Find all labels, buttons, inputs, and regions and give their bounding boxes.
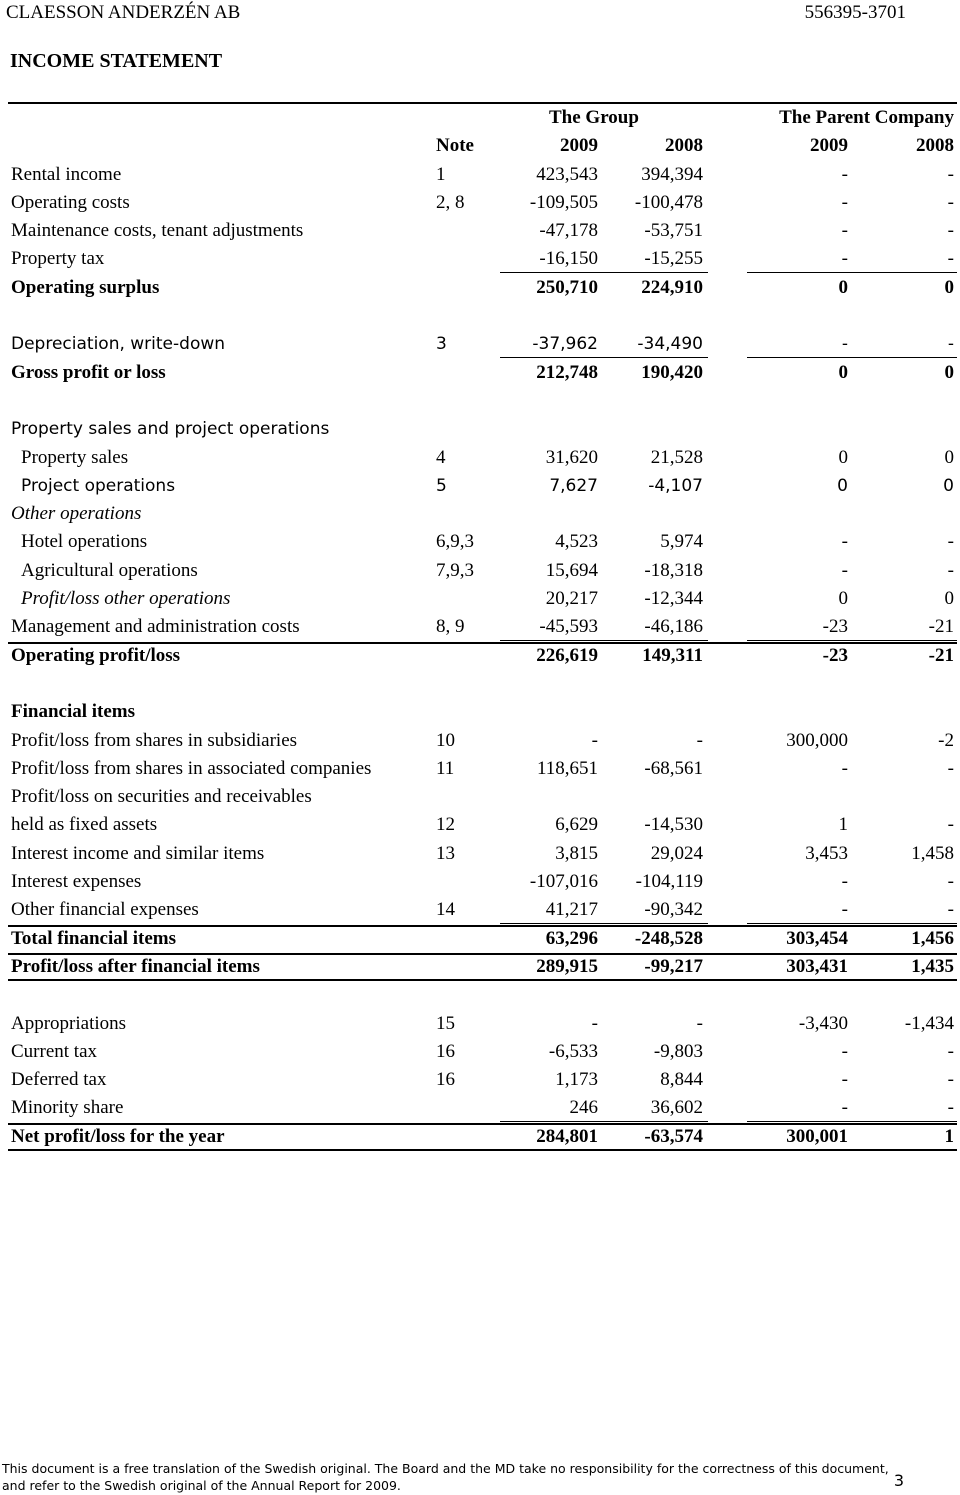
column-group-header [0, 104, 960, 132]
parent-2008-value: - [947, 757, 954, 779]
parent-2009-value: - [841, 334, 848, 355]
row-label: Other operations [11, 503, 142, 525]
row-label: Operating surplus [11, 276, 160, 298]
statement-row [0, 1066, 960, 1094]
statement-row [0, 1094, 960, 1122]
row-label: Gross profit or loss [11, 361, 166, 383]
parent-2009-value: - [841, 1097, 848, 1119]
parent-2008-value: 1,458 [911, 842, 954, 864]
row-note: 12 [436, 814, 455, 836]
row-label: Profit/loss from shares in subsidiaries [11, 729, 298, 751]
note-column-title: Note [436, 135, 474, 157]
group-2009-value: 6,629 [555, 814, 598, 836]
statement-row [0, 953, 960, 981]
group-2009-value: 15,694 [545, 559, 598, 581]
statement-row [0, 557, 960, 585]
row-label: Profit/loss after financial items [11, 955, 260, 977]
parent-2009-value: - [841, 163, 848, 185]
group-2009-value: -47,178 [539, 220, 598, 242]
row-label: Net profit/loss for the year [11, 1125, 225, 1147]
row-label: Operating costs [11, 191, 130, 213]
parent-2008-value: - [947, 163, 954, 185]
group-2009-value: 4,523 [555, 531, 598, 553]
column-year-header [0, 132, 960, 160]
parent-2008-value: 1 [944, 1125, 954, 1147]
row-note: 7,9,3 [436, 559, 474, 581]
parent-2008-value: - [947, 559, 954, 581]
group-2008-header: 2008 [665, 135, 703, 157]
row-note: 13 [436, 842, 455, 864]
company-name: CLAESSON ANDERZÉN AB [6, 2, 241, 23]
statement-row [0, 925, 960, 953]
parent-2009-value: - [841, 248, 848, 270]
parent-2009-value: -3,430 [798, 1012, 848, 1034]
row-label: Profit/loss from shares in associated companies [11, 757, 372, 779]
parent-2009-value: 0 [838, 588, 848, 610]
group-2008-value: 29,024 [650, 842, 703, 864]
parent-2008-value: - [947, 871, 954, 893]
parent-2009-value: 0 [838, 276, 848, 298]
row-label: Financial items [11, 701, 136, 723]
group-2008-value: 36,602 [650, 1097, 703, 1119]
row-label: Property tax [11, 248, 105, 270]
parent-2008-value: -1,434 [904, 1012, 954, 1034]
statement-row [0, 811, 960, 839]
statement-row [0, 161, 960, 189]
group-2008-value: -12,344 [644, 588, 703, 610]
group-2008-value: -99,217 [644, 955, 703, 977]
group-2009-value: 423,543 [536, 163, 598, 185]
group-2008-value: - [696, 1012, 703, 1034]
row-label: Maintenance costs, tenant adjustments [11, 220, 304, 242]
statement-row [0, 274, 960, 302]
income-statement-table [0, 104, 960, 1151]
statement-row [0, 302, 960, 330]
row-label: Minority share [11, 1097, 124, 1119]
row-note: 10 [436, 729, 455, 751]
parent-2009-value: - [841, 191, 848, 213]
parent-2008-value: - [947, 814, 954, 836]
row-note: 14 [436, 899, 455, 921]
page-number: 3 [893, 1471, 904, 1490]
disclaimer-line-1: This document is a free translation of the Swedish original. The Board and the MD take no responsibility for the correctness of this document, [2, 1461, 889, 1476]
statement-row [0, 444, 960, 472]
row-label: Agricultural operations [21, 559, 198, 581]
statement-row [0, 670, 960, 698]
group-2009-value: 31,620 [545, 446, 598, 468]
organization-number: 556395-3701 [804, 2, 906, 23]
parent-2008-value: 1,435 [911, 955, 954, 977]
statement-row [0, 642, 960, 670]
row-label: Deferred tax [11, 1069, 107, 1091]
statement-row [0, 245, 960, 273]
row-label: Property sales and project operations [11, 419, 330, 440]
group-2008-value: -100,478 [634, 191, 703, 213]
row-label: Property sales [21, 446, 129, 468]
statement-row [0, 359, 960, 387]
statement-row [0, 755, 960, 783]
group-2009-value: - [591, 1012, 598, 1034]
statement-row [0, 783, 960, 811]
group-2009-header: 2009 [560, 135, 598, 157]
group-2008-value: -104,119 [635, 871, 703, 893]
statement-row [0, 840, 960, 868]
parent-2009-value: 0 [838, 361, 848, 383]
parent-2008-value: 0 [944, 276, 954, 298]
row-note: 2, 8 [436, 191, 465, 213]
statement-row [0, 189, 960, 217]
group-2009-value: -109,505 [529, 191, 598, 213]
row-label: Interest expenses [11, 871, 142, 893]
group-2009-value: 246 [569, 1097, 598, 1119]
statement-row [0, 727, 960, 755]
row-label: Hotel operations [21, 531, 148, 553]
group-2008-value: -53,751 [644, 220, 703, 242]
group-2008-value: -63,574 [644, 1125, 703, 1147]
row-label: held as fixed assets [11, 814, 158, 836]
statement-row [0, 330, 960, 358]
statement-row [0, 981, 960, 1009]
parent-2009-value: - [841, 1040, 848, 1062]
group-2009-value: 1,173 [555, 1069, 598, 1091]
statement-row [0, 1123, 960, 1151]
row-note: 6,9,3 [436, 531, 474, 553]
group-2008-value: - [696, 729, 703, 751]
parent-2009-value: 3,453 [805, 842, 848, 864]
parent-2009-value: - [841, 1069, 848, 1091]
parent-2009-value: -23 [822, 644, 848, 666]
statement-row [0, 868, 960, 896]
parent-2008-value: - [947, 1069, 954, 1091]
parent-2008-value: 0 [943, 475, 954, 496]
parent-2009-value: -23 [822, 616, 848, 638]
group-2008-value: 8,844 [660, 1069, 703, 1091]
parent-2009-value: 300,000 [786, 729, 848, 751]
group-2009-value: 41,217 [545, 899, 598, 921]
group-2009-value: - [591, 729, 598, 751]
statement-row [0, 500, 960, 528]
parent-2009-value: 1 [838, 814, 848, 836]
group-2009-value: -45,593 [539, 616, 598, 638]
row-note: 15 [436, 1012, 455, 1034]
parent-2008-value: - [947, 531, 954, 553]
parent-2008-value: -21 [928, 644, 954, 666]
row-label: Operating profit/loss [11, 644, 181, 666]
parent-2008-value: - [947, 220, 954, 242]
statement-row [0, 1038, 960, 1066]
group-2009-value: -16,150 [539, 248, 598, 270]
row-label: Interest income and similar items [11, 842, 265, 864]
row-note: 5 [436, 475, 447, 496]
group-2009-value: 284,801 [536, 1125, 598, 1147]
row-label: Rental income [11, 163, 122, 185]
row-note: 11 [436, 757, 455, 779]
group-2008-value: -68,561 [644, 757, 703, 779]
parent-2009-value: - [841, 899, 848, 921]
row-label: Other financial expenses [11, 899, 199, 921]
row-note: 8, 9 [436, 616, 465, 638]
group-2009-value: -6,533 [548, 1040, 598, 1062]
parent-2008-value: -21 [928, 616, 954, 638]
group-2009-value: -107,016 [529, 871, 598, 893]
group-2009-value: 226,619 [536, 644, 598, 666]
translation-disclaimer [2, 1460, 889, 1494]
group-column-title: The Group [549, 107, 639, 128]
statement-row [0, 528, 960, 556]
group-2008-value: -15,255 [644, 248, 703, 270]
parent-2008-value: - [947, 334, 954, 355]
parent-2008-value: - [947, 1097, 954, 1119]
group-2008-value: -34,490 [637, 334, 703, 355]
parent-2009-value: - [841, 220, 848, 242]
parent-2009-value: 0 [838, 446, 848, 468]
group-2008-value: -4,107 [648, 475, 703, 496]
group-2008-value: -9,803 [653, 1040, 703, 1062]
statement-row [0, 472, 960, 500]
statement-row [0, 1010, 960, 1038]
parent-2009-value: 303,454 [786, 927, 848, 949]
parent-company-column-title: The Parent Company [779, 107, 954, 128]
group-2008-value: 21,528 [650, 446, 703, 468]
parent-2008-value: - [947, 899, 954, 921]
statement-row [0, 613, 960, 641]
group-2008-value: 224,910 [641, 276, 703, 298]
statement-row [0, 217, 960, 245]
group-2008-value: 149,311 [642, 644, 703, 666]
parent-2008-value: -2 [938, 729, 954, 751]
group-2008-value: -248,528 [634, 927, 703, 949]
group-2009-value: 20,217 [545, 588, 598, 610]
parent-2008-value: 0 [944, 446, 954, 468]
parent-2008-value: 1,456 [911, 927, 954, 949]
parent-2009-value: - [841, 531, 848, 553]
row-label: Depreciation, write-down [11, 334, 226, 355]
row-note: 1 [436, 163, 446, 185]
group-2009-value: 3,815 [555, 842, 598, 864]
group-2009-value: 289,915 [536, 955, 598, 977]
parent-2008-value: - [947, 248, 954, 270]
parent-2009-value: - [841, 559, 848, 581]
group-2008-value: -18,318 [644, 559, 703, 581]
row-label: Profit/loss on securities and receivables [11, 786, 312, 808]
parent-2008-value: - [947, 1040, 954, 1062]
parent-2009-value: 300,001 [786, 1125, 848, 1147]
row-note: 16 [436, 1069, 455, 1091]
group-2008-value: 5,974 [660, 531, 703, 553]
row-label: Current tax [11, 1040, 98, 1062]
parent-2009-value: - [841, 757, 848, 779]
parent-2008-value: 0 [944, 588, 954, 610]
group-2009-value: -37,962 [532, 334, 598, 355]
row-label: Management and administration costs [11, 616, 300, 638]
group-2009-value: 250,710 [536, 276, 598, 298]
group-2009-value: 63,296 [545, 927, 598, 949]
parent-2009-value: 0 [837, 475, 848, 496]
group-2008-value: 394,394 [641, 163, 703, 185]
parent-2009-header: 2009 [810, 135, 848, 157]
row-label: Project operations [21, 475, 176, 496]
row-note: 3 [436, 334, 447, 355]
group-2008-value: 190,420 [641, 361, 703, 383]
parent-2008-value: - [947, 191, 954, 213]
group-2008-value: -14,530 [644, 814, 703, 836]
row-label: Appropriations [11, 1012, 127, 1034]
group-2009-value: 118,651 [536, 757, 598, 779]
group-2009-value: 212,748 [536, 361, 598, 383]
group-2009-value: 7,627 [549, 475, 598, 496]
row-label: Profit/loss other operations [21, 588, 231, 610]
statement-row [0, 896, 960, 924]
row-label: Total financial items [11, 927, 177, 949]
disclaimer-line-2: and refer to the Swedish original of the Annual Report for 2009. [2, 1478, 401, 1493]
statement-row [0, 698, 960, 726]
parent-2009-value: 303,431 [786, 955, 848, 977]
parent-2008-value: 0 [944, 361, 954, 383]
parent-2008-header: 2008 [916, 135, 954, 157]
group-2008-value: -90,342 [644, 899, 703, 921]
page-title: INCOME STATEMENT [10, 50, 223, 72]
group-2008-value: -46,186 [644, 616, 703, 638]
parent-2009-value: - [841, 871, 848, 893]
statement-row [0, 415, 960, 443]
row-note: 16 [436, 1040, 455, 1062]
statement-row [0, 585, 960, 613]
statement-row [0, 387, 960, 415]
row-note: 4 [436, 446, 446, 468]
